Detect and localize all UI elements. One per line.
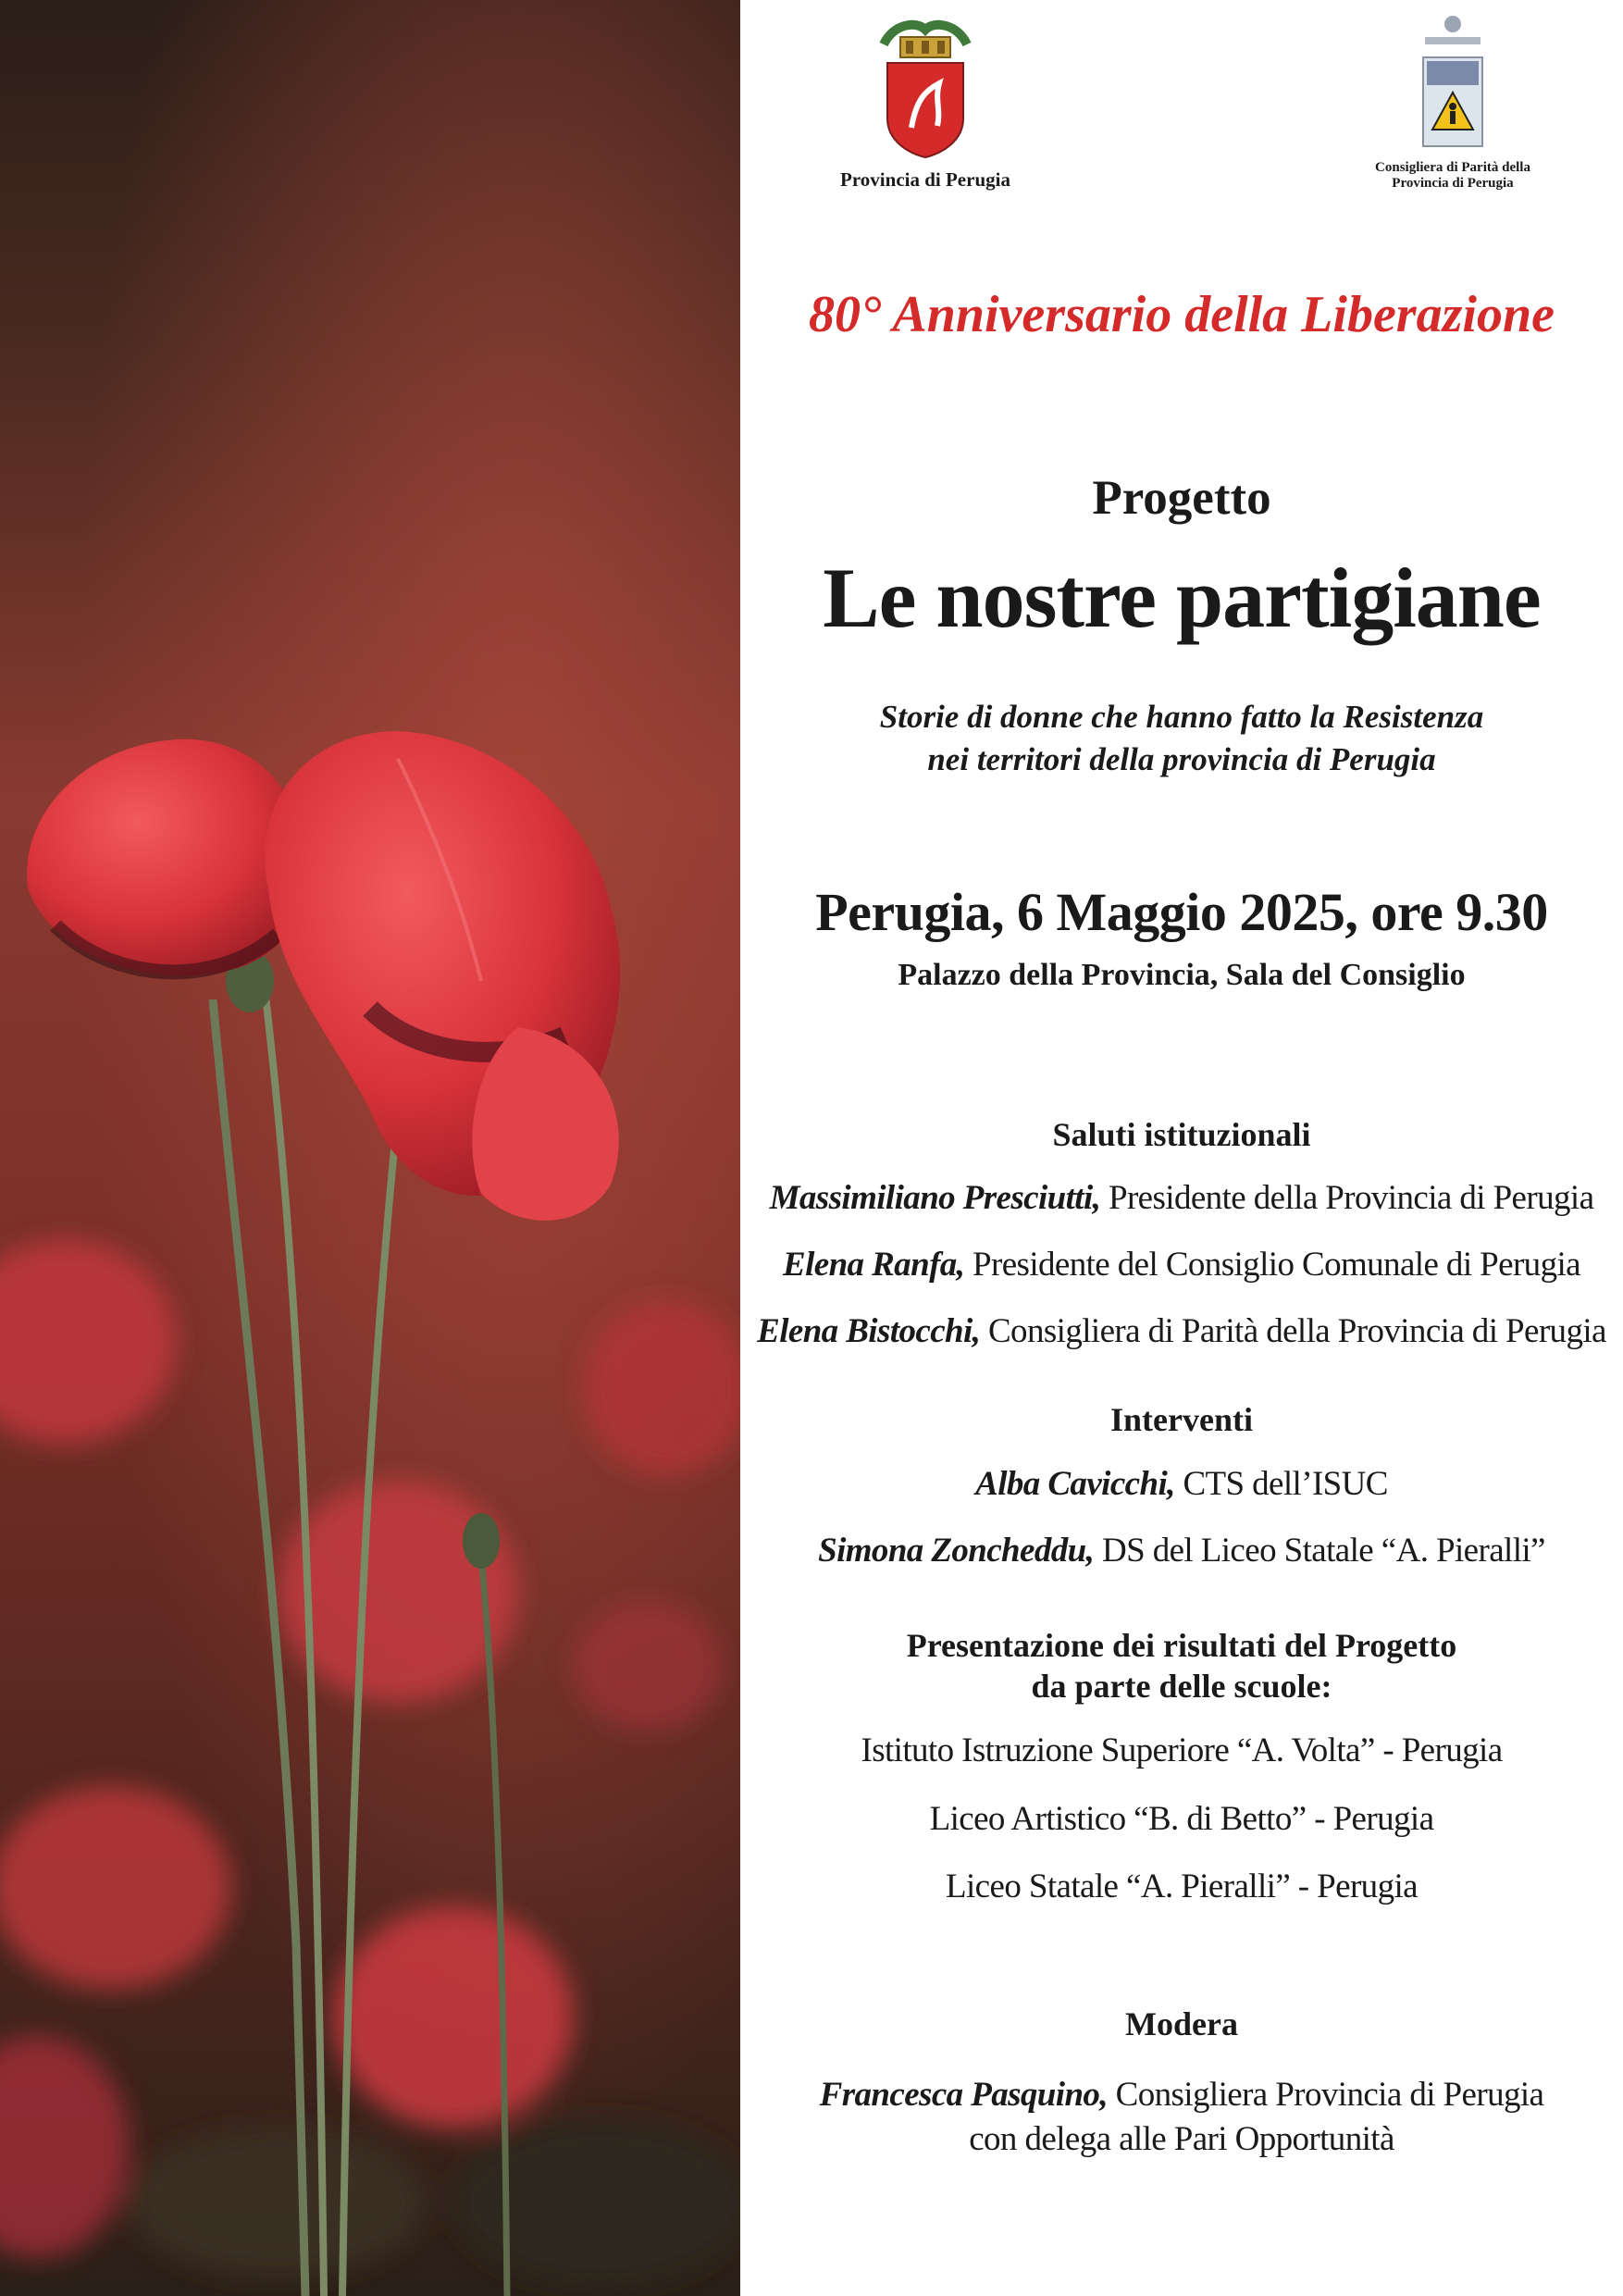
speaker-name: Simona Zoncheddu,	[818, 1532, 1095, 1570]
school-item: Liceo Artistico “B. di Betto” - Perugia	[929, 1800, 1434, 1838]
interventi-item	[740, 1531, 1623, 1570]
moderator-line	[740, 2075, 1623, 2115]
speaker-role: DS del Liceo Statale “A. Pieralli”	[1094, 1532, 1545, 1570]
province-logo-caption: Provincia di Perugia	[840, 168, 1010, 191]
presentazione-heading	[740, 1625, 1623, 1706]
presentazione-heading-line1: Presentazione dei risultati del Progetto	[906, 1627, 1457, 1664]
speaker-name: Elena Ranfa,	[783, 1246, 965, 1284]
event-venue: Palazzo della Provincia, Sala del Consiglio	[898, 958, 1466, 992]
interventi-item	[740, 1464, 1623, 1504]
saluti-item	[740, 1245, 1623, 1285]
moderator-name: Francesca Pasquino,	[819, 2076, 1108, 2114]
school-item: Liceo Statale “A. Pieralli” - Perugia	[946, 1868, 1418, 1905]
anniversary-heading: 80° Anniversario della Liberazione	[809, 286, 1555, 343]
speaker-name: Alba Cavicchi,	[975, 1465, 1175, 1503]
parity-logo	[1314, 13, 1592, 192]
flyer-content	[740, 0, 1623, 2296]
modera-heading: Modera	[1125, 2005, 1238, 2042]
subtitle-line1: Storie di donne che hanno fatto la Resistenza	[879, 699, 1484, 735]
parity-caption-line2: Provincia di Perugia	[1392, 176, 1514, 191]
province-logo	[768, 17, 1083, 192]
school-item: Istituto Istruzione Superiore “A. Volta” - Perugia	[861, 1731, 1503, 1769]
moderator-role-line2: con delega alle Pari Opportunità	[969, 2120, 1394, 2158]
moderator-role: Consigliera Provincia di Perugia	[1107, 2076, 1544, 2114]
saluti-item	[740, 1178, 1623, 1218]
subtitle-line2: nei territori della provincia di Perugia	[927, 741, 1436, 777]
parity-logo-caption	[1314, 160, 1592, 192]
speaker-role: CTS dell’ISUC	[1174, 1465, 1388, 1503]
presentazione-heading-line2: da parte delle scuole:	[1031, 1668, 1332, 1705]
poppy-field-illustration	[0, 0, 740, 2296]
saluti-item	[740, 1311, 1623, 1351]
coat-of-arms-icon	[874, 17, 976, 160]
poppy-photo	[0, 0, 740, 2296]
speaker-role: Consigliera di Parità della Provincia di Perugia	[980, 1312, 1606, 1350]
speaker-name: Massimiliano Presciutti,	[769, 1179, 1101, 1217]
event-date-time: Perugia, 6 Maggio 2025, ore 9.30	[815, 882, 1548, 942]
interventi-heading: Interventi	[1110, 1401, 1253, 1438]
project-title: Le nostre partigiane	[823, 551, 1541, 645]
speaker-name: Elena Bistocchi,	[757, 1312, 981, 1350]
project-subtitle	[740, 696, 1623, 781]
parity-caption-line1: Consigliera di Parità della	[1375, 160, 1530, 175]
consigliere-badge-icon	[1416, 13, 1490, 152]
project-label: Progetto	[1092, 471, 1271, 525]
speaker-role: Presidente del Consiglio Comunale di Perugia	[964, 1246, 1580, 1284]
speaker-role: Presidente della Provincia di Perugia	[1100, 1179, 1594, 1217]
saluti-heading: Saluti istituzionali	[1052, 1116, 1311, 1153]
